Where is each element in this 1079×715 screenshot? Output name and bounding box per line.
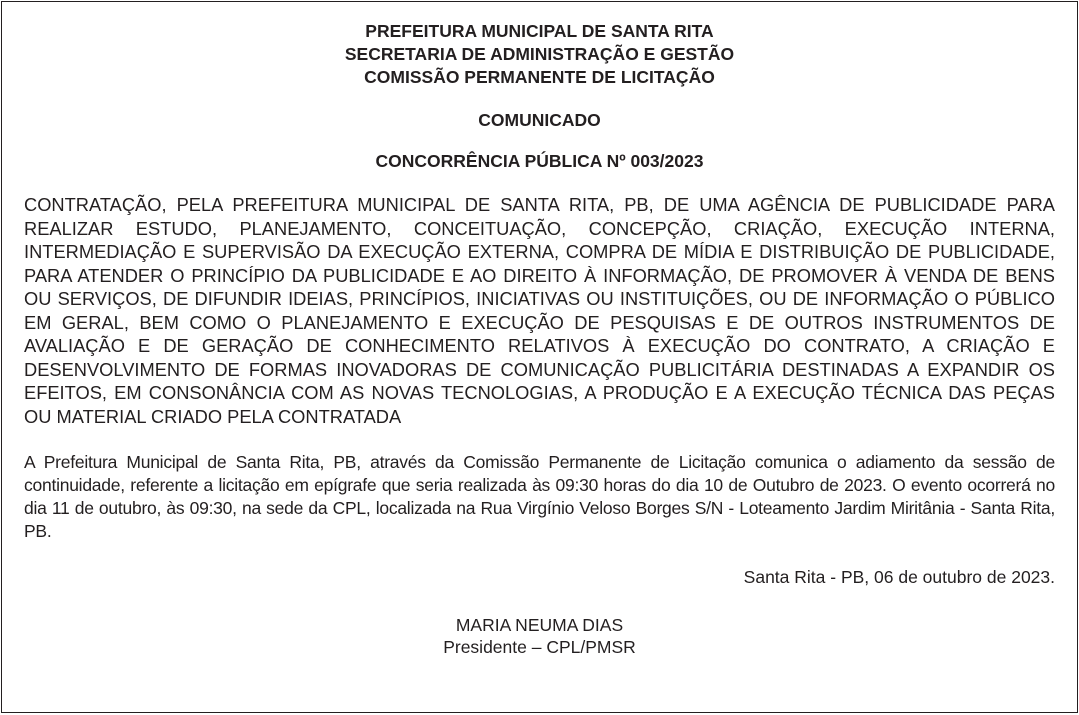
notice-document xyxy=(1,1,1078,713)
signatory-role: Presidente – CPL/PMSR xyxy=(443,637,636,657)
header-prefeitura: PREFEITURA MUNICIPAL DE SANTA RITA xyxy=(365,21,714,41)
body-paragraph: A Prefeitura Municipal de Santa Rita, PB, através da Comissão Permanente de Licitação comunica o adiamento da sessão de continuidade, referente a licitação em epígrafe que seria realizada às 09:30 horas do dia 10 de Outubro de 2023. O evento ocorrerá no dia 11 de outubro, às 09:30, na sede da CPL, localizada na Rua Virgínio Veloso Borges S/N - Loteamento Jardim Miritânia - Santa Rita, PB. xyxy=(24,452,1055,541)
signature-block xyxy=(24,614,1055,658)
date-line: Santa Rita - PB, 06 de outubro de 2023. xyxy=(743,567,1055,587)
document-subtitle: CONCORRÊNCIA PÚBLICA Nº 003/2023 xyxy=(375,151,704,171)
signatory-name: MARIA NEUMA DIAS xyxy=(455,615,624,635)
object-paragraph: CONTRATAÇÃO, PELA PREFEITURA MUNICIPAL DE SANTA RITA, PB, DE UMA AGÊNCIA DE PUBLICIDADE PARA REALIZAR ESTUDO, PLANEJAMENTO, CONCEITUAÇÃO, CONCEPÇÃO, CRIAÇÃO, EXECUÇÃO INTERNA, INTERMEDIAÇÃO E SUPERVISÃO DA EXECUÇÃO EXTERNA, COMPRA DE MÍDIA E DISTRIBUIÇÃO DE PUBLICIDADE, PARA ATENDER O PRINCÍPIO DA PUBLICIDADE E AO DIREITO À INFORMAÇÃO, DE PROMOVER À VENDA DE BENS OU SERVIÇOS, DE DIFUNDIR IDEIAS, PRINCÍPIOS, INICIATIVAS OU INSTITUIÇÕES, OU DE INFORMAÇÃO O PÚBLICO EM GERAL, BEM COMO O PLANEJAMENTO E EXECUÇÃO DE PESQUISAS E DE OUTROS INSTRUMENTOS DE AVALIAÇÃO E DE GERAÇÃO DE CONHECIMENTO RELATIVOS À EXECUÇÃO DO CONTRATO, A CRIAÇÃO E DESENVOLVIMENTO DE FORMAS INOVADORAS DE COMUNICAÇÃO PUBLICITÁRIA DESTINADAS A EXPANDIR OS EFEITOS, EM CONSONÂNCIA COM AS NOVAS TECNOLOGIAS, A PRODUÇÃO E A EXECUÇÃO TÉCNICA DAS PEÇAS OU MATERIAL CRIADO PELA CONTRATADA xyxy=(24,194,1055,427)
document-header xyxy=(24,20,1055,89)
header-secretaria: SECRETARIA DE ADMINISTRAÇÃO E GESTÃO xyxy=(344,44,735,64)
document-title: COMUNICADO xyxy=(478,110,601,130)
header-comissao: COMISSÃO PERMANENTE DE LICITAÇÃO xyxy=(364,67,715,87)
